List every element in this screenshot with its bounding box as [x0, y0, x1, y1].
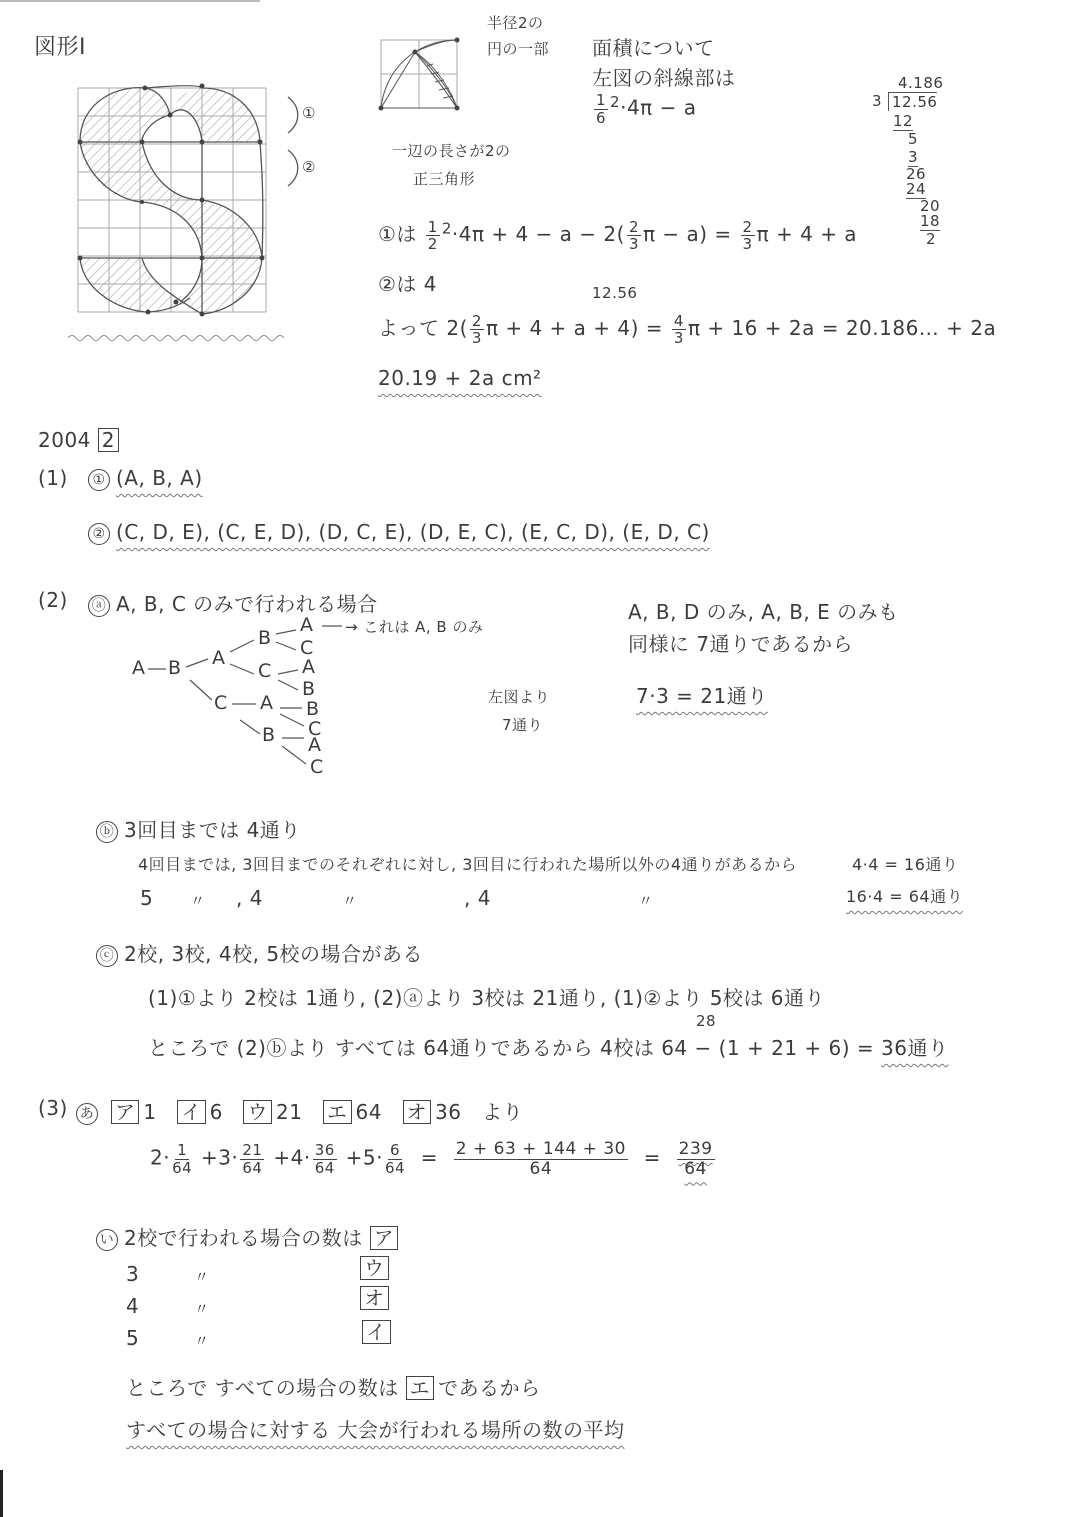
part-3-b-row-4-k: 4: [126, 1294, 140, 1318]
section-title: 図形Ⅰ: [34, 35, 86, 60]
tree-node: A: [308, 734, 321, 756]
equation-2: ②は 4: [378, 272, 438, 296]
part-2-b-line2: 4回目までは, 3回目までのそれぞれに対し, 3回目に行われた場所以外の4通りがあるから: [138, 855, 798, 874]
ditto-mark: 〃: [638, 892, 654, 910]
part-3-b-conclusion: すべての場合に対する 大会が行われる場所の数の平均: [126, 1418, 625, 1442]
from-left-figure: 左図より: [488, 688, 551, 706]
problem-header: 2004 2: [38, 428, 123, 452]
tree-node: A: [302, 656, 315, 678]
part-2-b-line3-c2: , 4: [236, 886, 263, 910]
part-2-b-line3-c0: 5: [140, 886, 154, 910]
from-left-count: 7通り: [502, 716, 544, 734]
division-step: 18: [920, 212, 941, 230]
division-step: 26: [906, 165, 927, 183]
tree-node: A: [260, 692, 273, 714]
wavy-underline: [68, 333, 288, 343]
tree-node: C: [308, 718, 322, 740]
top-answer: 20.19 + 2a cm²: [378, 366, 542, 390]
division-quotient: 4.186: [898, 74, 944, 92]
scan-edge-top: [0, 0, 260, 2]
figure-label-1: ①: [302, 104, 316, 122]
part-1-a: ① (A, B, A): [88, 466, 203, 491]
right-note-line1: A, B, D のみ, A, B, E のみも: [628, 600, 899, 624]
division-dividend: 12.56: [888, 92, 937, 111]
part-1-b: ② (C, D, E), (C, E, D), (D, C, E), (D, E, C), (E, C, D), (E, D, C): [88, 520, 710, 545]
tree-node: B: [262, 724, 276, 746]
division-step: 24: [906, 180, 927, 198]
part-2-c-annotation: 28: [696, 1012, 717, 1030]
triangle-callout-line2: 正三角形: [413, 170, 476, 188]
part-2-b-line1: ⓑ 3回目までは 4通り: [96, 814, 301, 843]
tree-node: A: [132, 657, 145, 679]
division-divisor: 3: [872, 92, 883, 110]
s-shape-figure: [70, 80, 280, 325]
part-1-label: (1): [38, 466, 68, 490]
tree-node: B: [168, 657, 182, 679]
part-3-label: (3): [38, 1096, 68, 1120]
division-step: 12: [893, 112, 914, 130]
part-3-b-row-3-k: 3: [126, 1262, 140, 1286]
ditto-mark: 〃: [194, 1268, 210, 1286]
part-3-b-row-5-box: イ: [362, 1320, 395, 1344]
ditto-mark: 〃: [342, 892, 358, 910]
part-3-a-boxes: あ ア 1 イ 6 ウ 21 エ 64 オ 36 より: [76, 1096, 523, 1125]
division-step: 20: [920, 197, 941, 215]
part-3-b-row-4-box: オ: [360, 1286, 393, 1310]
tree-node: C: [258, 660, 272, 682]
part-3-b-row-5-k: 5: [126, 1326, 140, 1350]
equation-3: よって 2( $\frac{2}{3}$ π + 4 + a + 4) = $\frac{4}{3}$ π + 16 + 2a = 20.186… + 2a: [378, 311, 997, 347]
equation-3-annotation: 12.56: [592, 284, 638, 302]
division-step: 3: [908, 148, 919, 166]
area-note-line1: 面積について: [592, 36, 715, 60]
right-note-line2: 同様に 7通りであるから: [628, 632, 854, 656]
tree-node: B: [302, 678, 316, 700]
ditto-mark: 〃: [190, 892, 206, 910]
part-2-c-line3: ところで (2)ⓑより すべては 64通りであるから 4校は 64 − (1 + 21 + 6) = 36通り: [148, 1036, 949, 1060]
tree-node: C: [310, 756, 324, 778]
division-step: 5: [908, 130, 919, 148]
tree-node: B: [258, 627, 272, 649]
part-2-label: (2): [38, 588, 68, 612]
part-3-b-row-3-box: ウ: [360, 1256, 393, 1280]
part-2-a-result: 7·3 = 21通り: [636, 684, 768, 708]
part-2-b-result: 16·4 = 64通り: [846, 887, 964, 906]
equation-1: ①は $\frac{1}{2}$ $^2$·4π + 4 − a − 2( $\frac{2}{3}$ π − a) = $\frac{2}{3}$ π + 4 + a: [378, 217, 858, 253]
radius-callout-line1: 半径2の: [487, 14, 544, 32]
figure-label-2: ②: [302, 158, 316, 176]
part-3-a-calc: 2· $\frac{1}{64}$ +3· $\frac{21}{64}$ +4· $\frac{36}{64}$ +5· $\frac{6}{64}$ = $\frac{2 + 63 + 144 + 30}{64}$ = $\frac{239}{64}$: [150, 1139, 713, 1179]
triangle-sub-figure: [375, 30, 465, 115]
tree-note: → これは A, B のみ: [345, 618, 484, 636]
division-step: 2: [926, 230, 937, 248]
ditto-mark: 〃: [194, 1300, 210, 1318]
ditto-mark: 〃: [194, 1332, 210, 1350]
tree-node: A: [300, 614, 313, 636]
scan-edge-left: [0, 1470, 3, 1517]
part-2-c-line2: (1)①より 2校は 1通り, (2)ⓐより 3校は 21通り, (1)②より 5校は 6通り: [148, 986, 825, 1010]
tree-diagram: [130, 612, 370, 782]
part-2-c-line1: ⓒ 2校, 3校, 4校, 5校の場合がある: [96, 938, 423, 967]
tree-node: C: [214, 692, 228, 714]
area-note-line2: 左図の斜線部は: [592, 66, 736, 90]
area-formula: $\frac{1}{6}$ $^2$·4π − a: [596, 91, 697, 127]
part-2-b-line2-calc: 4·4 = 16通り: [852, 855, 959, 874]
tree-node: B: [306, 698, 320, 720]
part-3-b-row-2: い 2校で行われる場合の数は ア: [96, 1222, 402, 1251]
tree-node: C: [300, 637, 314, 659]
part-2-a-title: ⓐ A, B, C のみで行われる場合: [88, 588, 378, 617]
part-3-b-total-line: ところで すべての場合の数は エ であるから: [126, 1376, 541, 1400]
triangle-callout-line1: 一辺の長さが2の: [392, 142, 511, 160]
part-2-b-line3-c4: , 4: [464, 886, 491, 910]
radius-callout-line2: 円の一部: [487, 40, 550, 58]
tree-node: A: [212, 647, 225, 669]
tree-branches: [130, 612, 370, 782]
